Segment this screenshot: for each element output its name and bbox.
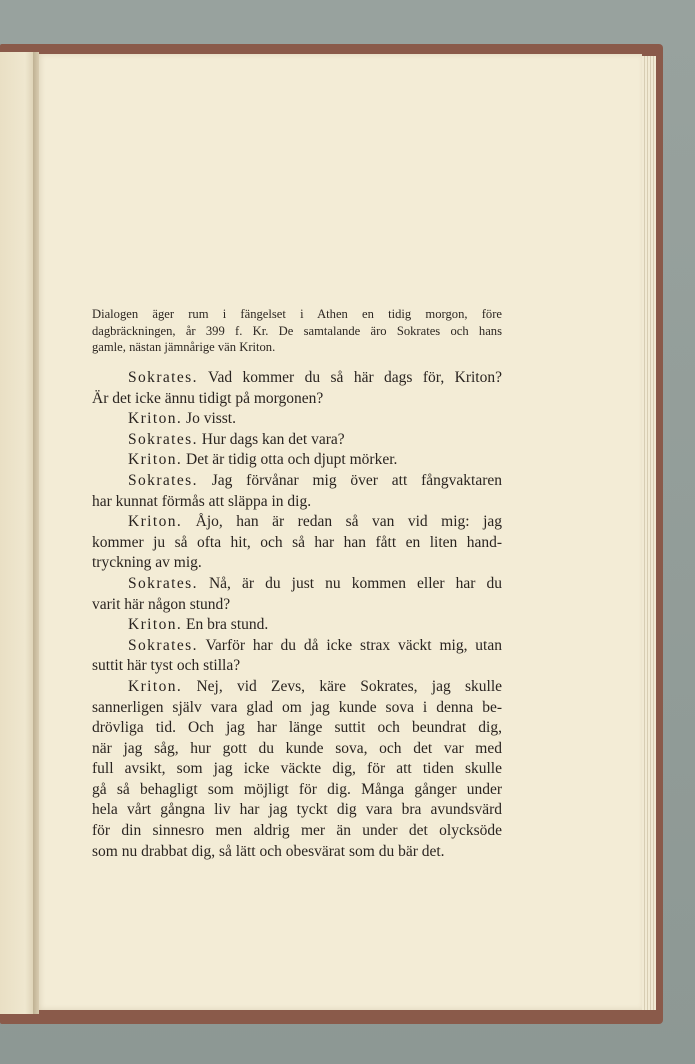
dialogue-line bbox=[92, 368, 502, 389]
dialogue-line bbox=[92, 450, 502, 471]
speech-text: Vad kommer du så här dags för, Kriton? bbox=[208, 369, 502, 386]
dialogue-text bbox=[92, 368, 502, 862]
speech-text: Det är tidig otta och djupt mörker. bbox=[186, 451, 398, 469]
dialogue-line: Är det icke ännu tidigt på morgonen? bbox=[92, 389, 324, 407]
dialogue-line bbox=[92, 512, 502, 533]
dialogue-line bbox=[92, 471, 502, 492]
speech-text: En bra stund. bbox=[186, 616, 269, 634]
dialogue-line bbox=[92, 409, 502, 430]
speech-text: Åjo, han är redan så van vid mig: jag bbox=[195, 513, 503, 531]
intro-line: dagbräckningen, år 399 f. Kr. De samtalande äro Sokrates och hans bbox=[92, 323, 502, 338]
dialogue-line: tryckning av mig. bbox=[92, 554, 202, 572]
dialogue-line: drövliga tid. Och jag har länge suttit och beundrat dig, bbox=[92, 719, 502, 737]
speaker-name: Sokrates. bbox=[128, 430, 198, 448]
speaker-name: Sokrates. bbox=[128, 471, 198, 489]
left-page-edge bbox=[0, 52, 36, 1014]
dialogue-line: suttit här tyst och stilla? bbox=[92, 657, 241, 675]
dialogue-line: full avsikt, som jag icke väckte dig, för att tiden skulle bbox=[92, 760, 502, 778]
intro-paragraph bbox=[92, 306, 502, 356]
dialogue-line: gå så behagligt som möjligt för dig. Många gånger under bbox=[92, 780, 502, 798]
speech-text: Hur dags kan det vara? bbox=[201, 430, 345, 448]
dialogue-line: sannerligen själv vara glad om jag kunde sova i denna be- bbox=[92, 698, 502, 716]
dialogue-line: kommer ju så ofta hit, och så har han fått en liten hand- bbox=[92, 533, 502, 551]
intro-line: Dialogen äger rum i fängelset i Athen en tidig morgon, före bbox=[92, 307, 502, 321]
book-gutter bbox=[33, 52, 39, 1014]
intro-line: gamle, nästan jämnårige vän Kriton. bbox=[92, 340, 276, 354]
dialogue-line: som nu drabbat dig, så lätt och obesvärat som du bär det. bbox=[92, 842, 445, 860]
speaker-name: Sokrates. bbox=[128, 369, 198, 386]
speech-text: Nå, är du just nu kommen eller har du bbox=[208, 574, 503, 592]
dialogue-line: för din sinnesro men aldrig mer än under det olycksöde bbox=[92, 822, 502, 840]
speech-text: Jo visst. bbox=[186, 410, 236, 428]
dialogue-line bbox=[92, 574, 502, 595]
speaker-name: Kriton. bbox=[128, 451, 183, 469]
speaker-name: Sokrates. bbox=[128, 574, 198, 592]
speaker-name: Kriton. bbox=[128, 513, 183, 531]
dialogue-line: hela vårt gångna liv har jag tyckt dig vara bra avundsvärd bbox=[92, 801, 502, 819]
speaker-name: Kriton. bbox=[128, 616, 183, 634]
speaker-name: Kriton. bbox=[128, 410, 183, 428]
dialogue-line bbox=[92, 677, 502, 698]
speech-text: Jag förvånar mig över att fångvaktaren bbox=[211, 471, 503, 489]
dialogue-line bbox=[92, 615, 502, 636]
dialogue-line bbox=[92, 430, 502, 451]
speech-text: Varför har du då icke strax väckt mig, utan bbox=[205, 636, 502, 654]
dialogue-line bbox=[92, 636, 502, 657]
dialogue-line: har kunnat förmås att släppa in dig. bbox=[92, 492, 312, 510]
speech-text: Nej, vid Zevs, käre Sokrates, jag skulle bbox=[196, 677, 503, 695]
dialogue-line: när jag såg, hur gott du kunde sova, och det var med bbox=[92, 739, 502, 757]
dialogue-line: varit här någon stund? bbox=[92, 595, 231, 613]
speaker-name: Sokrates. bbox=[128, 636, 198, 654]
speaker-name: Kriton. bbox=[128, 677, 183, 695]
